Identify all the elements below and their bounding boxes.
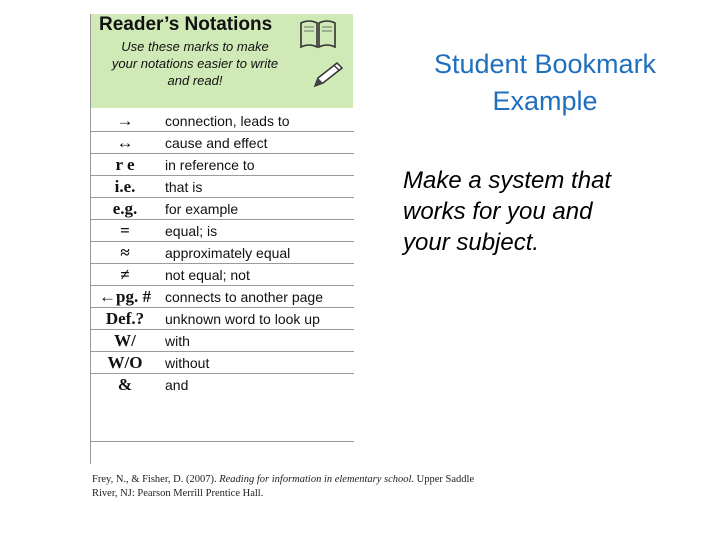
- book-icon: [298, 17, 338, 51]
- notation-meaning: unknown word to look up: [165, 311, 320, 327]
- notation-symbol: i.e.: [114, 177, 136, 196]
- slide-body-line: your subject.: [403, 229, 540, 256]
- notation-symbol: ↔: [116, 133, 134, 152]
- notation-meaning: without: [165, 355, 210, 371]
- slide-body-text: [403, 165, 703, 258]
- notation-symbol: &: [117, 375, 133, 394]
- notation-row: [91, 176, 354, 198]
- notation-meaning: connection, leads to: [165, 113, 290, 129]
- bookmark-divider: [91, 441, 354, 442]
- citation-title: Reading for information in elementary school.: [219, 474, 415, 485]
- notation-symbol: r e: [115, 155, 135, 174]
- citation-authors: Frey, N., & Fisher, D. (2007).: [92, 474, 220, 485]
- notation-row: [91, 132, 354, 154]
- notation-meaning: with: [165, 333, 190, 349]
- notation-meaning: and: [165, 377, 189, 393]
- citation-publisher: Upper Saddle River, NJ: Pearson Merrill Prentice Hall.: [92, 474, 475, 499]
- notation-row: [91, 264, 354, 286]
- notation-symbol: ≠: [120, 265, 130, 284]
- slide-title-line: Example: [492, 86, 598, 116]
- notation-row: [91, 330, 354, 352]
- notation-symbol: W/O: [107, 353, 143, 372]
- notation-symbol: →: [116, 111, 134, 130]
- citation: [92, 473, 492, 501]
- bookmark-subtitle-line: Use these marks to make: [121, 39, 269, 54]
- slide-title: [395, 46, 695, 120]
- notation-symbol: ←pg. #: [99, 287, 151, 306]
- slide-body-line: works for you and: [403, 198, 593, 225]
- pencil-icon: [309, 60, 345, 90]
- notation-row: [91, 374, 354, 396]
- slide-title-line: Student Bookmark: [433, 49, 657, 79]
- readers-notations-bookmark: [90, 14, 353, 464]
- notation-list: [91, 110, 354, 396]
- notation-symbol: e.g.: [112, 199, 138, 218]
- notation-symbol: Def.?: [105, 309, 145, 328]
- notation-symbol: W/: [114, 331, 136, 350]
- bookmark-title: Reader’s Notations: [99, 14, 273, 35]
- notation-row: [91, 154, 354, 176]
- notation-meaning: approximately equal: [165, 245, 291, 261]
- bookmark-header: [91, 14, 353, 108]
- notation-meaning: equal; is: [165, 223, 218, 239]
- notation-meaning: that is: [165, 179, 203, 195]
- bookmark-subtitle-line: and read!: [167, 73, 223, 88]
- notation-symbol: ≈: [120, 243, 130, 262]
- slide-body-line: Make a system that: [403, 167, 612, 194]
- notation-row: [91, 220, 354, 242]
- notation-row: [91, 286, 354, 308]
- notation-meaning: in reference to: [165, 157, 255, 173]
- notation-row: [91, 110, 354, 132]
- notation-meaning: not equal; not: [165, 267, 250, 283]
- notation-row: [91, 352, 354, 374]
- bookmark-subtitle: [91, 38, 299, 89]
- notation-row: [91, 242, 354, 264]
- notation-meaning: cause and effect: [165, 135, 268, 151]
- notation-meaning: for example: [165, 201, 239, 217]
- notation-row: [91, 198, 354, 220]
- notation-meaning: connects to another page: [165, 289, 324, 305]
- notation-symbol: =: [120, 221, 130, 240]
- notation-row: [91, 308, 354, 330]
- bookmark-subtitle-line: your notations easier to write: [111, 56, 279, 71]
